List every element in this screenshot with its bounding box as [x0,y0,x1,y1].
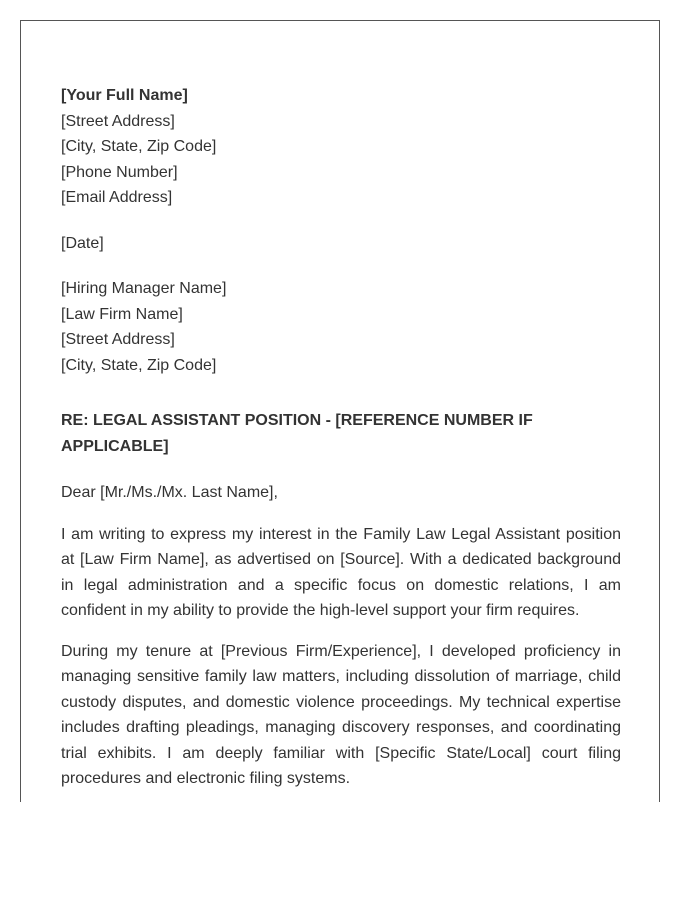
recipient-street: [Street Address] [61,331,175,348]
recipient-block [61,276,621,378]
sender-email: [Email Address] [61,189,173,206]
recipient-city-state-zip: [City, State, Zip Code] [61,356,217,374]
date-block [61,231,621,257]
sender-city-state-zip: [City, State, Zip Code] [61,138,217,155]
salutation: Dear [Mr./Ms./Mx. Last Name], [61,484,278,501]
paragraph-experience: During my tenure at [Previous Firm/Experience], I developed proficiency in managing sensitive family law matters, including dissolution of marriage, child custody disputes, and domestic violence proceedings. My technical expertise includes drafting pleadings, managing discovery responses, and coordinating trial exhibits. I am deeply familiar with [Specific State/Local] court filing procedures and electronic filing systems. [61,642,621,787]
sender-block [61,83,621,211]
paragraph-intro: I am writing to express my interest in the Family Law Legal Assistant position at [Law Firm Name], as advertised on [Source]. With a dedicated background in legal administration and a specific focus on domestic relations, I am confident in my ability to provide the high-level support your firm requires. [61,525,621,619]
recipient-firm-name: [Law Firm Name] [61,305,183,323]
recipient-manager-name: [Hiring Manager Name] [61,280,227,297]
sender-street: [Street Address] [61,112,175,130]
letter-body [61,83,621,802]
sender-full-name: [Your Full Name] [61,87,188,104]
subject-line: RE: LEGAL ASSISTANT POSITION - [REFERENCE NUMBER IF APPLICABLE] [61,412,533,455]
sender-phone: [Phone Number] [61,163,178,181]
document-page [20,20,660,802]
letter-date: [Date] [61,234,104,252]
